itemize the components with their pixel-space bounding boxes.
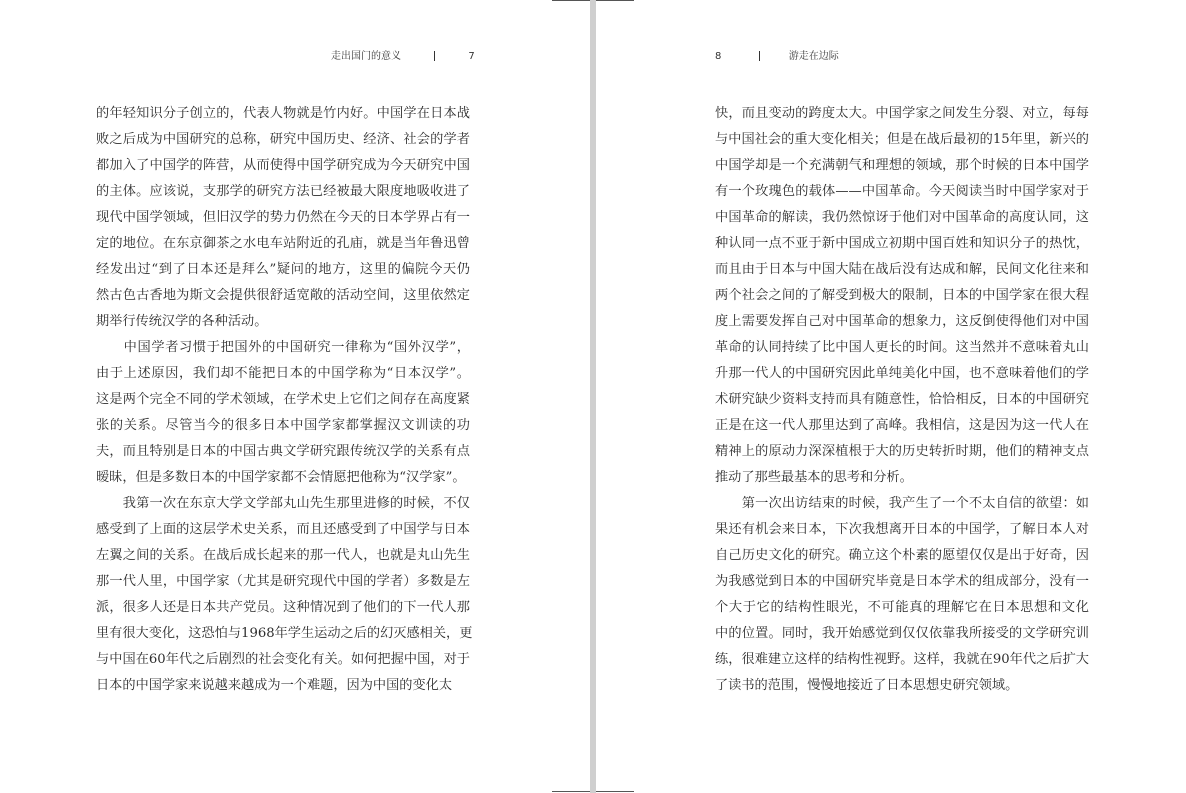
- text-line: 经发出过“到了日本还是拜么”疑问的地方，这里的偏院今天仍: [96, 262, 470, 277]
- text-line: 张的关系。尽管当今的很多日本中国学家都掌握汉文训读的功: [96, 418, 470, 433]
- text-line: 左翼之间的关系。在战后成长起来的那一代人，也就是丸山先生: [96, 548, 470, 563]
- text-line: 练，很难建立这样的结构性视野。这样，我就在90年代之后扩大: [715, 652, 1089, 667]
- text-line: 暧昧，但是多数日本的中国学家都不会情愿把他称为“汉学家”。: [96, 470, 466, 485]
- text-line: 中国革命的解读，我仍然惊讶于他们对中国革命的高度认同，这: [715, 210, 1089, 225]
- left-page-body-text: [96, 101, 473, 699]
- left-page: [0, 0, 590, 793]
- top-edge-mark-right: [596, 0, 634, 1]
- text-line: 的主体。应该说，支那学的研究方法已经被最大限度地吸收进了: [96, 184, 470, 199]
- text-line: 为我感觉到日本的中国研究毕竟是日本学术的组成部分，没有一: [715, 574, 1089, 589]
- header-separator: [434, 51, 435, 61]
- text-line: 都加入了中国学的阵营，从而使得中国学研究成为今天研究中国: [96, 158, 470, 173]
- text-line: 那一代人里，中国学家（尤其是研究现代中国的学者）多数是左: [96, 574, 470, 589]
- text-line: 定的地位。在东京御茶之水电车站附近的孔庙，就是当年鲁迅曾: [96, 236, 470, 251]
- text-line: 快，而且变动的跨度太大。中国学家之间发生分裂、对立，每每: [715, 106, 1089, 121]
- text-line: 果还有机会来日本，下次我想离开日本的中国学，了解日本人对: [715, 522, 1089, 537]
- text-line: 第一次出访结束的时候，我产生了一个不太自信的欲望：如: [715, 496, 1089, 511]
- text-line: 有一个玫瑰色的载体——中国革命。今天阅读当时中国学家对于: [715, 184, 1089, 199]
- text-line: 个大于它的结构性眼光，不可能真的理解它在日本思想和文化: [715, 600, 1089, 615]
- text-line: 日本的中国学家来说越来越成为一个难题，因为中国的变化太: [96, 678, 453, 693]
- text-line: 正是在这一代人那里达到了高峰。我相信，这是因为这一代人在: [715, 418, 1089, 433]
- text-line: 败之后成为中国研究的总称，研究中国历史、经济、社会的学者: [96, 132, 470, 147]
- right-page-number: 8: [715, 51, 722, 62]
- text-line: 的年轻知识分子创立的，代表人物就是竹内好。中国学在日本战: [96, 106, 470, 121]
- text-line: 与中国在60年代之后剧烈的社会变化有关。如何把握中国，对于: [96, 652, 470, 667]
- text-line: 期举行传统汉学的各种活动。: [96, 314, 268, 329]
- text-line: 夫，而且特别是日本的中国古典文学研究跟传统汉学的关系有点: [96, 444, 470, 459]
- text-line: 度上需要发挥自己对中国革命的想象力，这反倒使得他们对中国: [715, 314, 1089, 329]
- text-line: 与中国社会的重大变化相关；但是在战后最初的15年里，新兴的: [715, 132, 1089, 147]
- text-line: 中国学却是一个充满朝气和理想的领域，那个时候的日本中国学: [715, 158, 1089, 173]
- bottom-edge-mark-right: [596, 791, 634, 792]
- text-line: 两个社会之间的了解受到极大的限制，日本的中国学家在很大程: [715, 288, 1089, 303]
- right-page: [596, 0, 1186, 793]
- text-line: 现代中国学领域，但旧汉学的势力仍然在今天的日本学界占有一: [96, 210, 470, 225]
- text-line: 这是两个完全不同的学术领域，在学术史上它们之间存在高度紧: [96, 392, 470, 407]
- right-header-title: 游走在边际: [788, 51, 839, 62]
- text-line: 我第一次在东京大学文学部丸山先生那里进修的时候，不仅: [96, 496, 470, 511]
- text-line: 推动了那些最基本的思考和分析。: [715, 470, 913, 485]
- text-line: 由于上述原因，我们却不能把日本的中国学称为“日本汉学”。: [96, 366, 470, 381]
- header-separator: [759, 51, 760, 61]
- right-running-header: [715, 47, 839, 62]
- text-line: 种认同一点不亚于新中国成立初期中国百姓和知识分子的热忱，: [715, 236, 1089, 251]
- bottom-edge-mark-left: [552, 791, 590, 792]
- left-running-header: [331, 47, 475, 62]
- top-edge-mark-left: [552, 0, 590, 1]
- text-line: 而且由于日本与中国大陆在战后没有达成和解，民间文化往来和: [715, 262, 1089, 277]
- left-page-number: 7: [468, 51, 475, 62]
- text-line: 精神上的原动力深深植根于大的历史转折时期，他们的精神支点: [715, 444, 1089, 459]
- text-line: 革命的认同持续了比中国人更长的时间。这当然并不意味着丸山: [715, 340, 1089, 355]
- text-line: 术研究缺少资料支持而具有随意性，恰恰相反，日本的中国研究: [715, 392, 1089, 407]
- text-line: 中的位置。同时，我开始感觉到仅仅依靠我所接受的文学研究训: [715, 626, 1089, 641]
- text-line: 自己历史文化的研究。确立这个朴素的愿望仅仅是出于好奇，因: [715, 548, 1089, 563]
- text-line: 里有很大变化，这恐怕与1968年学生运动之后的幻灭感相关，更: [96, 626, 473, 641]
- text-line: 派，很多人还是日本共产党员。这种情况到了他们的下一代人那: [96, 600, 470, 615]
- left-header-title: 走出国门的意义: [331, 51, 401, 62]
- right-page-body-text: [715, 101, 1089, 699]
- text-line: 感受到了上面的这层学术史关系，而且还感受到了中国学与日本: [96, 522, 470, 537]
- text-line: 了读书的范围，慢慢地接近了日本思想史研究领域。: [715, 678, 1019, 693]
- text-line: 中国学者习惯于把国外的中国研究一律称为“国外汉学”，: [96, 340, 470, 355]
- text-line: 升那一代人的中国研究因此单纯美化中国，也不意味着他们的学: [715, 366, 1089, 381]
- text-line: 然古色古香地为斯文会提供很舒适宽敞的活动空间，这里依然定: [96, 288, 470, 303]
